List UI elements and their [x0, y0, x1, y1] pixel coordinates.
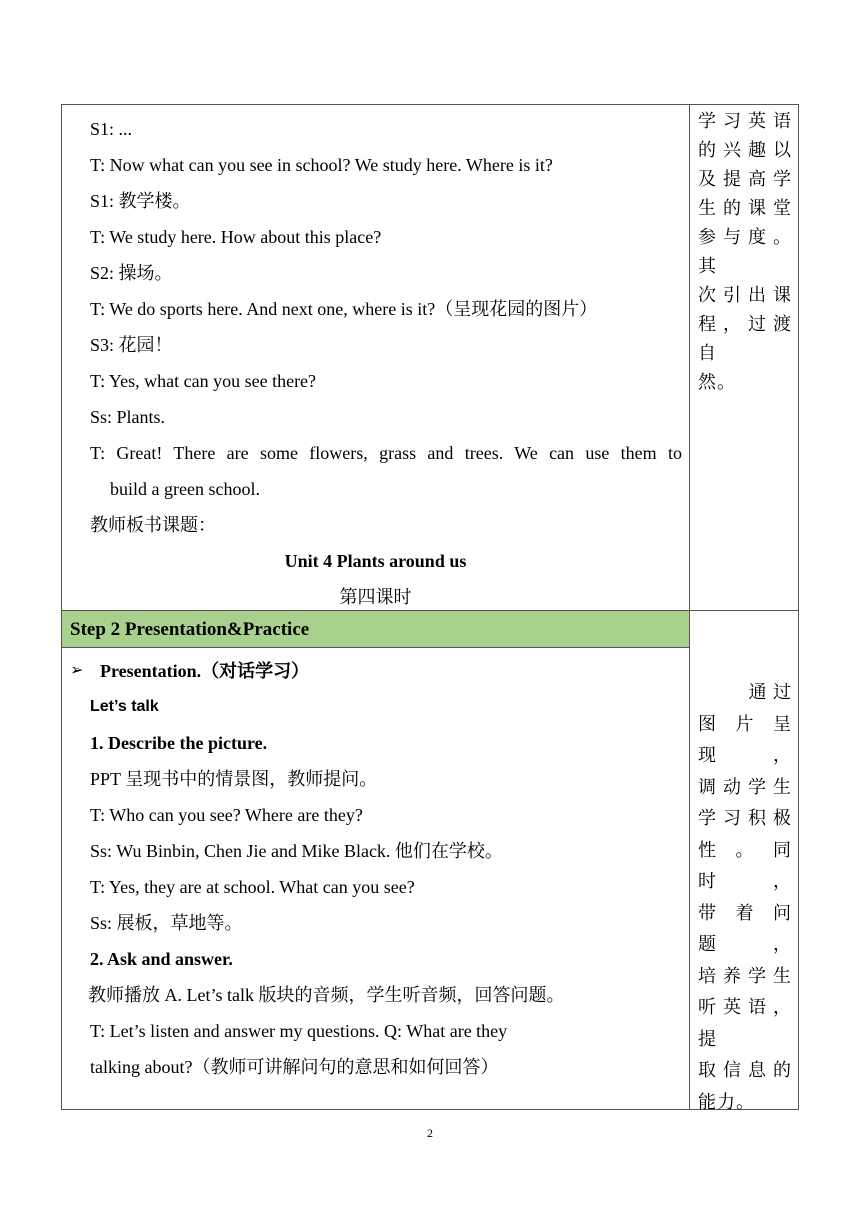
dialogue-line: S2: 操场。 — [90, 263, 173, 283]
dialogue-line: T: We study here. How about this place? — [90, 227, 382, 247]
note-line: 生的课堂 — [698, 198, 792, 218]
step-header: Step 2 Presentation&Practice — [62, 611, 689, 648]
dialogue-line: T: Let’s listen and answer my questions. Q: What are they — [90, 1021, 508, 1041]
note-line: 带着问题， — [698, 902, 792, 954]
lesson-subtitle: 第四课时 — [339, 587, 412, 607]
bullet-arrow-icon: ➢ — [70, 662, 84, 679]
note-line: 次引出课 — [698, 285, 792, 305]
item-heading: 1. Describe the picture. — [90, 733, 268, 753]
dialogue-line: PPT 呈现书中的情景图，教师提问。 — [90, 769, 378, 789]
dialogue-line: T: Great! There are some flowers, grass and trees. We can use them to — [90, 443, 682, 463]
purpose-note — [698, 107, 792, 397]
dialogue-line: T: Now what can you see in school? We study here. Where is it? — [90, 155, 553, 175]
note-line: 通 过 — [748, 682, 792, 702]
note-line: 图片呈现， — [698, 713, 792, 765]
dialogue-line: S1: 教学楼。 — [90, 191, 191, 211]
note-line: 及提高学 — [698, 169, 792, 189]
purpose-note — [698, 677, 792, 1118]
note-line: 的兴趣以 — [698, 140, 792, 160]
note-line: 参与度。其 — [698, 227, 792, 276]
dialogue-line: Ss: Plants. — [90, 407, 166, 427]
dialogue-line: S3: 花园！ — [90, 335, 173, 355]
note-line: 学习积极 — [698, 808, 792, 828]
note-line: 程，过渡自 — [698, 314, 792, 363]
dialogue-line: Ss: 展板，草地等。 — [90, 913, 243, 933]
dialogue-line: T: Yes, what can you see there? — [90, 371, 317, 391]
dialogue-line: talking about?（教师可讲解问句的意思和如何回答） — [90, 1057, 499, 1077]
column-divider — [689, 105, 690, 1109]
item-heading: 2. Ask and answer. — [90, 949, 233, 969]
note-line: 性。同时， — [698, 839, 792, 891]
note-line: 听英语，提 — [698, 997, 792, 1049]
presentation-heading: Presentation.（对话学习） — [100, 661, 310, 681]
page-number: 2 — [427, 1126, 433, 1140]
lesson-plan-table — [61, 104, 799, 1110]
note-line: 调动学生 — [698, 776, 792, 797]
lets-talk-label: Let’s talk — [90, 698, 159, 715]
dialogue-line: T: We do sports here. And next one, where is it?（呈现花园的图片） — [90, 299, 598, 319]
lesson-title: Unit 4 Plants around us — [284, 551, 467, 571]
dialogue-line: 教师播放 A. Let’s talk 版块的音频，学生听音频，回答问题。 — [88, 985, 565, 1005]
dialogue-line: S1: ... — [90, 119, 133, 139]
note-line: 学习英语 — [698, 111, 792, 131]
dialogue-line: Ss: Wu Binbin, Chen Jie and Mike Black. 他们在学校。 — [90, 841, 503, 861]
dialogue-line: T: Who can you see? Where are they? — [90, 805, 363, 825]
dialogue-line: build a green school. — [110, 479, 260, 499]
note-line: 能力。 — [698, 1091, 755, 1112]
dialogue-line: 教师板书课题： — [90, 515, 216, 535]
note-line: 然。 — [698, 372, 736, 392]
note-line: 取信息的 — [698, 1060, 792, 1080]
dialogue-line: T: Yes, they are at school. What can you see? — [90, 877, 415, 897]
note-line: 培养学生 — [698, 965, 792, 986]
